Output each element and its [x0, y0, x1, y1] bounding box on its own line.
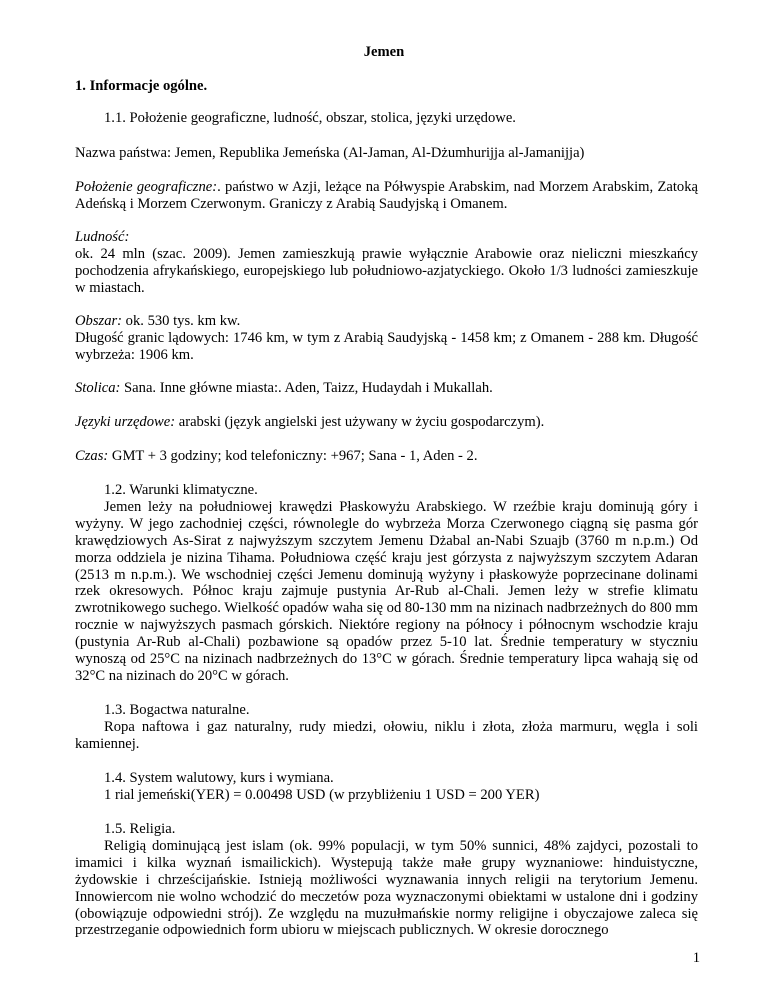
- currency-text: 1 rial jemeński(YER) = 0.00498 USD (w przybliżeniu 1 USD = 200 YER): [104, 786, 540, 803]
- borders-text: Długość granic lądowych: 1746 km, w tym z Arabią Saudyjską - 1458 km; z Omanem - 288 km. Długość wybrzeża: 1906 km.: [75, 329, 698, 363]
- location-paragraph: [75, 179, 698, 213]
- area-text: ok. 530 tys. km kw.: [122, 313, 241, 329]
- population-label: Ludność:: [75, 229, 130, 245]
- capital-paragraph: [75, 380, 698, 397]
- population-text: ok. 24 mln (szac. 2009). Jemen zamieszkują prawie wyłącznie Arabowie oraz nieliczni mieszkańcy pochodzenia afrykańskiego, europejskiego lub południowo-azjatyckiego. Około 1/3 ludności zamieszkuje w miastach.: [75, 245, 698, 296]
- languages-label: Języki urzędowe:: [75, 414, 176, 430]
- location-label: Położenie geograficzne:: [75, 179, 218, 195]
- subsection-1-3-heading: 1.3. Bogactwa naturalne.: [104, 702, 250, 718]
- capital-text: Sana. Inne główne miasta:. Aden, Taizz, Hudaydah i Mukallah.: [120, 380, 493, 396]
- population-paragraph: [75, 229, 698, 297]
- subsection-1-5-heading: 1.5. Religia.: [104, 821, 176, 837]
- resources-text: Ropa naftowa i gaz naturalny, rudy miedzi, ołowiu, niklu i złota, złoża marmuru, węgla i soli kamiennej.: [75, 718, 698, 752]
- section-1-heading: 1. Informacje ogólne.: [75, 78, 208, 94]
- time-paragraph: [75, 448, 698, 465]
- climate-text: Jemen leży na południowej krawędzi Płaskowyżu Arabskiego. W rzeźbie kraju dominują góry i wyżyny. W jego zachodniej części, równolegle do wybrzeża Morza Czerwonego ciągną się pasma gór krawędziowych As-Sirat z najwyższym szczytem Jemenu Dżabal an-Nabi Szuajb (3760 m n.p.m.) Od morza oddziela je nizina Tihama. Południowa część kraju jest górzysta z najwyższym szczytem Adaran (2513 m n.p.m.). We wschodniej części Jemenu dominują wyżyny i płaskowyże poprzecinane dolinami rzek okresowych. Północ kraju zajmuje pustynia Ar-Rub al-Chali. Jemen leży w strefie klimatu zwrotnikowego suchego. Wielkość opadów waha się od 80-130 mm na nizinach nadbrzeżnych do 800 mm rocznie w najwyższych pasmach górskich. Niektóre regiony na północy i północnym wschodzie kraju (pustynia Ar-Rub al-Chali) pozbawione są opadów przez 5-10 lat. Średnie temperatury w styczniu wynoszą od 25°C na nizinach nadbrzeżnych do 13°C w górach. Średnie temperatury lipca wahają się od 32°C na nizinach do 20°C w górach.: [75, 498, 698, 684]
- subsection-1-1-heading: 1.1. Położenie geograficzne, ludność, obszar, stolica, języki urzędowe.: [104, 110, 516, 126]
- languages-paragraph: [75, 414, 698, 431]
- subsection-1-5: [75, 821, 698, 939]
- page-title: Jemen: [363, 44, 405, 60]
- page-number: 1: [692, 950, 700, 966]
- area-paragraph: [75, 313, 698, 364]
- country-name-text: Nazwa państwa: Jemen, Republika Jemeńska (Al-Jaman, Al-Dżumhurijja al-Jamanijja): [75, 145, 585, 161]
- subsection-1-4-heading: 1.4. System walutowy, kurs i wymiana.: [104, 770, 334, 786]
- capital-label: Stolica:: [75, 380, 121, 396]
- subsection-1-3: [75, 702, 698, 753]
- area-label: Obszar:: [75, 313, 123, 329]
- time-label: Czas:: [75, 448, 109, 464]
- languages-text: arabski (język angielski jest używany w życiu gospodarczym).: [175, 414, 545, 430]
- time-text: GMT + 3 godziny; kod telefoniczny: +967; Sana - 1, Aden - 2.: [108, 448, 478, 464]
- subsection-1-4: [75, 770, 698, 804]
- subsection-1-2-heading: 1.2. Warunki klimatyczne.: [104, 482, 258, 498]
- subsection-1-1: [75, 110, 698, 127]
- section-heading: [75, 78, 698, 95]
- location-text: . państwo w Azji, leżące na Półwyspie Arabskim, nad Morzem Arabskim, Zatoką Adeńską i Morzem Czerwonym. Graniczy z Arabią Saudyjską i Omanem.: [75, 179, 698, 212]
- religion-text: Religią dominującą jest islam (ok. 99% populacji, w tym 50% sunnici, 48% zajdyci, pozostali to imamici i kilka wyznań ismailickich). Wystepują także małe grupy wyznaniowe: hinduistyczne, żydowskie i chrześcijańskie. Istnieją możliwości wyznawania innych religii na terytorium Jemenu. Innowiercom nie wolno wchodzić do meczetów poza wyznaczonymi obiektami w ustalone dni i godziny (obowiązuje odpowiedni strój). Ze względu na muzułmańskie normy religijne i obyczajowe zaleca się przestrzeganie odpowiednich form ubioru w miejscach publicznych. W okresie dorocznego: [75, 837, 698, 939]
- country-name-paragraph: [75, 145, 698, 162]
- subsection-1-2: [75, 482, 698, 685]
